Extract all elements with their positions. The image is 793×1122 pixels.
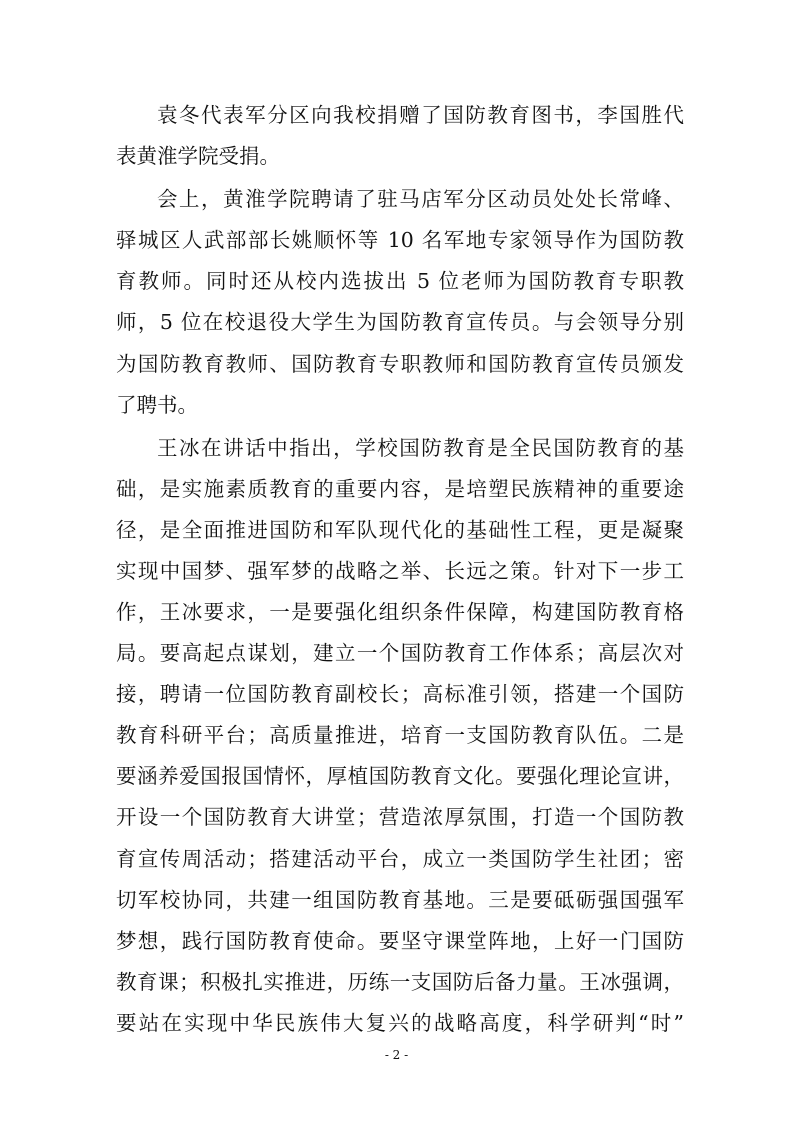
text-line: 开设一个国防教育大讲堂；营造浓厚氛围，打造一个国防教 <box>116 805 684 829</box>
text-line: 育教师。同时还从校内选拔出 5 位老师为国防教育专职教 <box>116 269 684 293</box>
text-line: 切军校协同，共建一组国防教育基地。三是要砥砺强国强军 <box>116 888 684 912</box>
text-line: 为国防教育教师、国防教育专职教师和国防教育宣传员颁发 <box>116 352 684 376</box>
text-line: 师，5 位在校退役大学生为国防教育宣传员。与会领导分别 <box>116 310 684 334</box>
text-line: 径，是全面推进国防和军队现代化的基础性工程，更是凝聚 <box>116 518 684 542</box>
text-line: 了聘书。 <box>116 393 198 417</box>
text-line: 局。要高起点谋划，建立一个国防教育工作体系；高层次对 <box>116 641 684 665</box>
text-line: 教育科研平台；高质量推进，培育一支国防教育队伍。二是 <box>116 723 684 747</box>
text-line: 础，是实施素质教育的重要内容，是培塑民族精神的重要途 <box>116 477 684 501</box>
text-line: 王冰在讲话中指出，学校国防教育是全民国防教育的基 <box>157 436 684 460</box>
text-line: 要站在实现中华民族伟大复兴的战略高度，科学研判“时” <box>116 1011 684 1035</box>
text-line: 会上，黄淮学院聘请了驻马店军分区动员处处长常峰、 <box>157 187 684 211</box>
text-line: 实现中国梦、强军梦的战略之举、长远之策。针对下一步工 <box>116 559 684 583</box>
text-line: 表黄淮学院受捐。 <box>116 144 280 168</box>
text-line: 作，王冰要求，一是要强化组织条件保障，构建国防教育格 <box>116 600 684 624</box>
text-line: 接，聘请一位国防教育副校长；高标准引领，搭建一个国防 <box>116 682 684 706</box>
text-line: 梦想，践行国防教育使命。要坚守课堂阵地，上好一门国防 <box>116 929 684 953</box>
text-line: 要涵养爱国报国情怀，厚植国防教育文化。要强化理论宣讲， <box>116 764 684 788</box>
text-line: 驿城区人武部部长姚顺怀等 10 名军地专家领导作为国防教 <box>116 228 684 252</box>
text-line: 袁冬代表军分区向我校捐赠了国防教育图书，李国胜代 <box>157 103 684 127</box>
text-line: 育宣传周活动；搭建活动平台，成立一类国防学生社团；密 <box>116 847 684 871</box>
text-line: 教育课；积极扎实推进，历练一支国防后备力量。王冰强调， <box>116 970 684 994</box>
page-number: - 2 - <box>384 1048 409 1062</box>
